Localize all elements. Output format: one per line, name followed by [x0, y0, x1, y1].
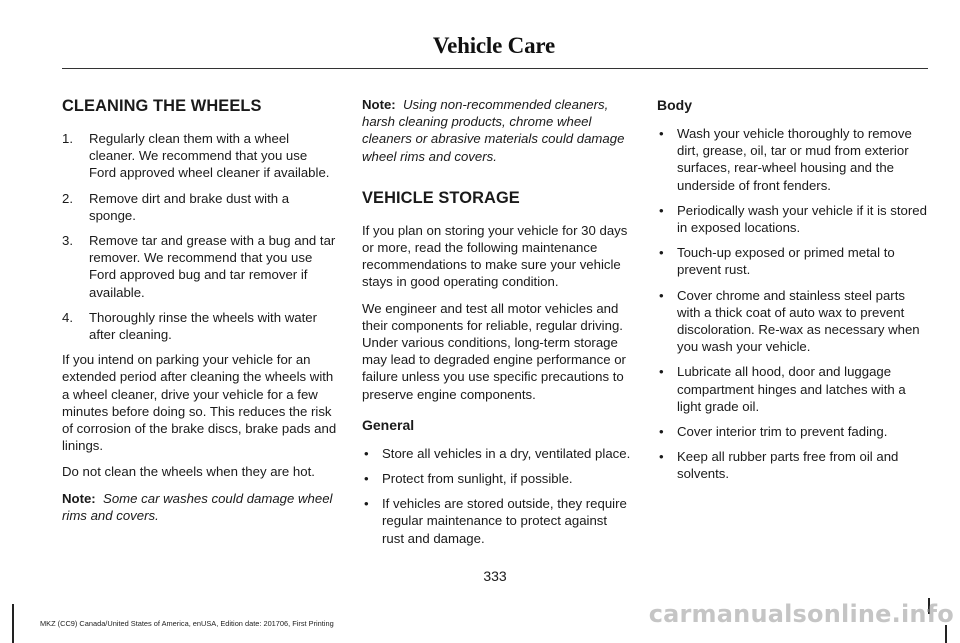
bullet-text: Protect from sunlight, if possible. [382, 471, 573, 487]
bullet-icon: • [364, 496, 369, 512]
step-text: Regularly clean them with a wheel cleaner. We recommend that you use Ford approved wheel cleaner if available. [89, 131, 330, 181]
list-item [362, 445, 632, 462]
page-header-title: Vehicle Care [432, 33, 555, 58]
edition-footer: MKZ (CC9) Canada/United States of America, enUSA, Edition date: 201706, First Printing [40, 619, 334, 628]
section-heading-cleaning-wheels: CLEANING THE WHEELS [62, 97, 262, 115]
step-text: Thoroughly rinse the wheels with water after cleaning. [89, 309, 317, 343]
list-item [657, 448, 927, 482]
bullet-icon: • [659, 126, 664, 141]
general-bullets-list [362, 445, 632, 547]
list-item [657, 363, 927, 415]
bullet-text: If vehicles are stored outside, they require regular maintenance to protect against rust and damage. [382, 496, 627, 546]
list-item [657, 287, 927, 356]
bullet-icon: • [659, 424, 664, 440]
paragraph-hot-wheels-warning: Do not clean the wheels when they are hot. [62, 464, 315, 480]
list-item [362, 495, 632, 547]
bullet-icon: • [364, 445, 369, 461]
paragraph-parking-advice: If you intend on parking your vehicle for an extended period after cleaning the wheels with a wheel cleaner, drive your vehicle for a few minutes before doing so. This reduces the risk of corrosion of the brake discs, brake pads and linings. [62, 352, 337, 454]
bullet-text: Wash your vehicle thoroughly to remove dirt, grease, oil, tar or mud from exterior surfaces, rear-wheel housing and the underside of front fenders. [677, 126, 912, 193]
crop-mark-left [12, 604, 14, 643]
paragraph-storage-intro: If you plan on storing your vehicle for 30 days or more, read the following maintenance recommendations to make sure your vehicle stays in good operating condition. [362, 222, 628, 290]
bullet-text: Keep all rubber parts free from oil and solvents. [677, 449, 899, 482]
step-number: 2. [62, 190, 73, 206]
body-bullets-list [657, 125, 927, 483]
step-number: 4. [62, 309, 73, 325]
list-item [657, 423, 927, 440]
note-text: Using non-recommended cleaners, harsh cleaning products, chrome wheel cleaners or abrasive materials could damage wheel rims and covers. [362, 97, 625, 164]
subheading-body: Body [657, 97, 692, 113]
column-cleaning-wheels [62, 96, 337, 533]
cleaning-steps-list [62, 130, 337, 343]
step-number: 1. [62, 131, 73, 146]
list-item [657, 125, 927, 194]
section-heading-vehicle-storage: VEHICLE STORAGE [362, 188, 520, 207]
bullet-icon: • [364, 471, 369, 487]
subheading-general: General [362, 416, 415, 433]
note-car-washes [62, 490, 337, 524]
bullet-text: Periodically wash your vehicle if it is stored in exposed locations. [677, 202, 927, 236]
column-body-care [657, 96, 927, 491]
step-text: Remove dirt and brake dust with a sponge. [89, 190, 290, 223]
note-non-recommended-cleaners [362, 96, 632, 165]
list-item [62, 232, 337, 301]
bullet-text: Touch-up exposed or primed metal to prevent rust. [677, 245, 895, 278]
note-label: Note: [362, 97, 396, 112]
bullet-icon: • [659, 449, 664, 465]
list-item [657, 244, 927, 278]
paragraph-storage-engineering: We engineer and test all motor vehicles and their components for reliable, regular driving. Under various conditions, long-term storage may lead to degraded engine performance or failure unless you use specific precautions to preserve engine components. [362, 300, 626, 402]
header-divider [62, 68, 928, 69]
step-text: Remove tar and grease with a bug and tar remover. We recommend that you use Ford approved bug and tar remover if available. [89, 233, 336, 300]
bullet-text: Store all vehicles in a dry, ventilated place. [382, 445, 631, 461]
step-number: 3. [62, 233, 73, 249]
bullet-icon: • [659, 202, 664, 218]
note-label: Note: [62, 490, 96, 506]
column-vehicle-storage [362, 96, 632, 555]
list-item [62, 130, 337, 182]
list-item [62, 190, 337, 224]
list-item [657, 202, 927, 236]
bullet-text: Cover interior trim to prevent fading. [677, 424, 888, 440]
bullet-icon: • [659, 245, 664, 261]
bullet-text: Lubricate all hood, door and luggage compartment hinges and latches with a light grade oil. [677, 364, 906, 414]
bullet-icon: • [659, 364, 664, 380]
note-text: Some car washes could damage wheel rims and covers. [62, 490, 333, 523]
list-item [362, 470, 632, 487]
list-item [62, 309, 337, 343]
bullet-icon: • [659, 287, 664, 303]
watermark-logo: carmanualsonline.info [648, 600, 954, 628]
bullet-text: Cover chrome and stainless steel parts with a thick coat of auto wax to prevent discoloration. Re-wax as necessary when you wash your vehicle. [677, 287, 920, 355]
page-number: 333 [483, 568, 507, 584]
